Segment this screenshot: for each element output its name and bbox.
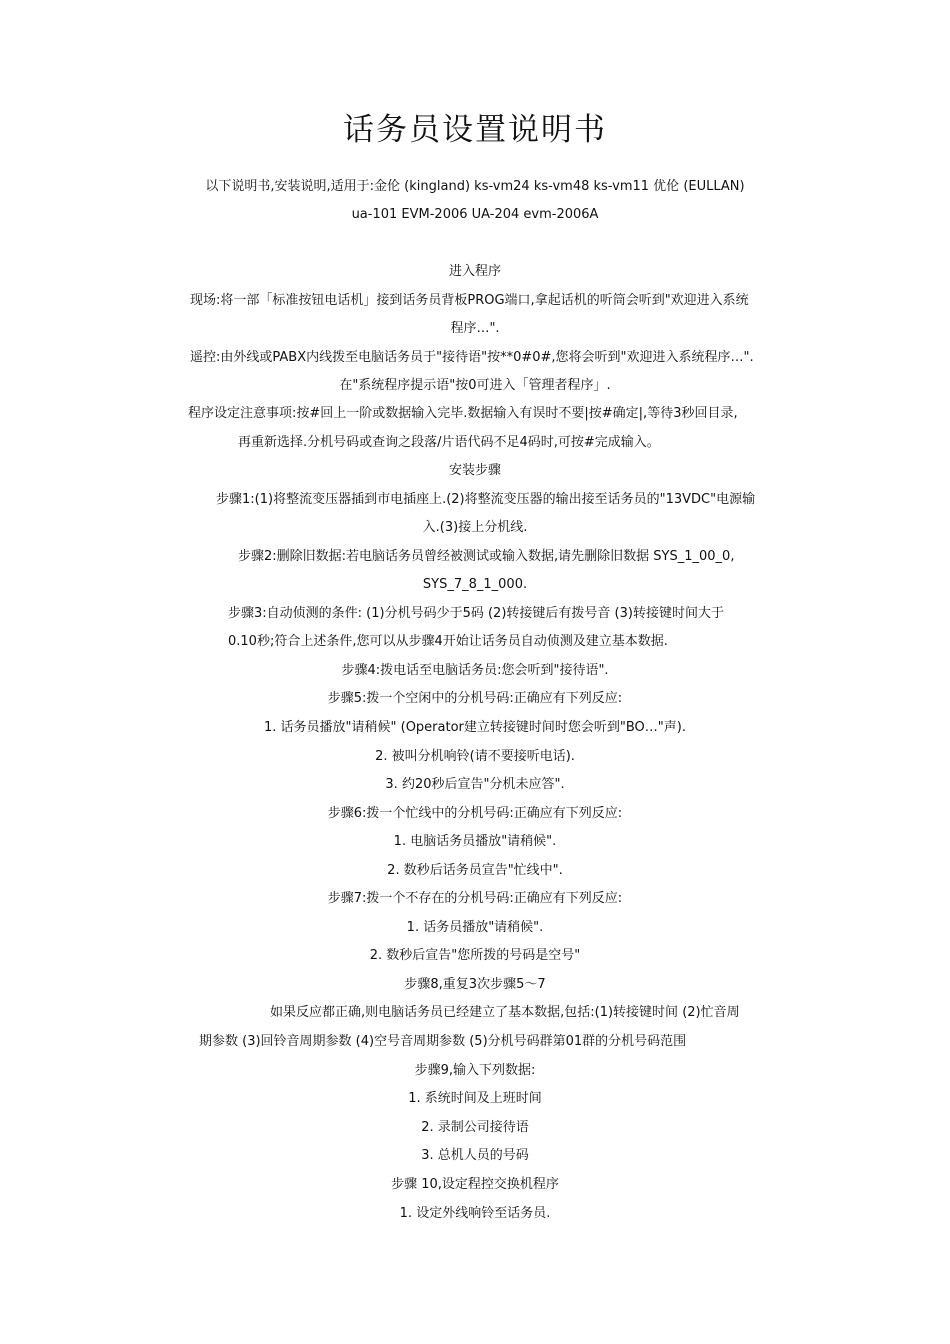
step7-line: 步骤7:拨一个不存在的分机号码:正确应有下列反应:	[327, 891, 623, 906]
step4-line: 步骤4:拨电话至电脑话务员:您会听到"接待语".	[341, 663, 609, 678]
step3-line-2: 0.10秒;符合上述条件,您可以从步骤4开始让话务员自动侦测及建立基本数据.	[228, 634, 668, 649]
step3-line-1: 步骤3:自动侦测的条件: (1)分机号码少于5码 (2)转接键后有拨号音 (3)转接键时间大于	[228, 606, 724, 621]
intro-line-1: 以下说明书,安装说明,适用于:金伦 (kingland) ks-vm24 ks-vm48 ks-vm11 优伦 (EULLAN)	[205, 179, 745, 194]
result-line-1: 如果反应都正确,则电脑话务员已经建立了基本数据,包括:(1)转接键时间 (2)忙音周	[270, 1005, 740, 1020]
notes-line-2: 再重新选择.分机号码或查询之段落/片语代码不足4码时,可按#完成输入。	[238, 435, 660, 450]
step10-line: 步骤 10,设定程控交换机程序	[391, 1177, 559, 1192]
section-heading-install: 安装步骤	[448, 463, 501, 478]
intro-line-2: ua-101 EVM-2006 UA-204 evm-2006A	[351, 207, 599, 222]
step9-item-3: 3. 总机人员的号码	[421, 1148, 529, 1163]
step6-item-2: 2. 数秒后话务员宣告"忙线中".	[387, 863, 563, 878]
step6-item-1: 1. 电脑话务员播放"请稍候".	[393, 834, 557, 849]
step1-line-1: 步骤1:(1)将整流变压器插到市电插座上.(2)将整流变压器的输出接至话务员的"13VDC"电源输	[216, 492, 756, 507]
step1-line-2: 入.(3)接上分机线.	[422, 520, 528, 535]
step5-item-3: 3. 约20秒后宣告"分机未应答".	[385, 777, 565, 792]
section-heading-enter: 进入程序	[448, 264, 501, 279]
remote-line-2: 在"系统程序提示语"按0可进入「管理者程序」.	[339, 378, 611, 393]
step2-line-1: 步骤2:删除旧数据:若电脑话务员曾经被测试或输入数据,请先删除旧数据 SYS_1_00_0,	[238, 549, 735, 564]
document-title: 话务员设置说明书	[343, 112, 607, 148]
step5-item-1: 1. 话务员播放"请稍候" (Operator建立转接键时间时您会听到"BO…"声).	[264, 720, 686, 735]
step9-item-2: 2. 录制公司接待语	[421, 1120, 529, 1135]
step10-item-1: 1. 设定外线响铃至话务员.	[399, 1206, 551, 1221]
step7-item-1: 1. 话务员播放"请稍候".	[406, 920, 544, 935]
onsite-line-2: 程序…".	[450, 321, 500, 336]
step2-line-2: SYS_7_8_1_000.	[422, 577, 528, 592]
step5-item-2: 2. 被叫分机响铃(请不要接听电话).	[375, 749, 575, 764]
notes-line-1: 程序设定注意事项:按#回上一阶或数据输入完毕.数据输入有误时不要|按#确定|,等待3秒回目录,	[188, 406, 738, 421]
step9-item-1: 1. 系统时间及上班时间	[408, 1091, 542, 1106]
step7-item-2: 2. 数秒后宣告"您所拨的号码是空号"	[369, 948, 581, 963]
step6-line: 步骤6:拨一个忙线中的分机号码:正确应有下列反应:	[327, 806, 623, 821]
step8-line: 步骤8,重复3次步骤5～7	[404, 977, 546, 992]
onsite-line-1: 现场:将一部「标准按钮电话机」接到话务员背板PROG端口,拿起话机的听筒会听到"欢迎进入系统	[190, 293, 749, 308]
result-line-2: 期参数 (3)回铃音周期参数 (4)空号音周期参数 (5)分机号码群第01群的分机号码范围	[199, 1034, 687, 1049]
step9-line: 步骤9,输入下列数据:	[414, 1063, 536, 1078]
step5-line: 步骤5:拨一个空闲中的分机号码:正确应有下列反应:	[327, 691, 623, 706]
remote-line-1: 遥控:由外线或PABX内线拨至电脑话务员于"接待语"按**0#0#,您将会听到"欢迎进入系统程序…".	[190, 350, 754, 365]
